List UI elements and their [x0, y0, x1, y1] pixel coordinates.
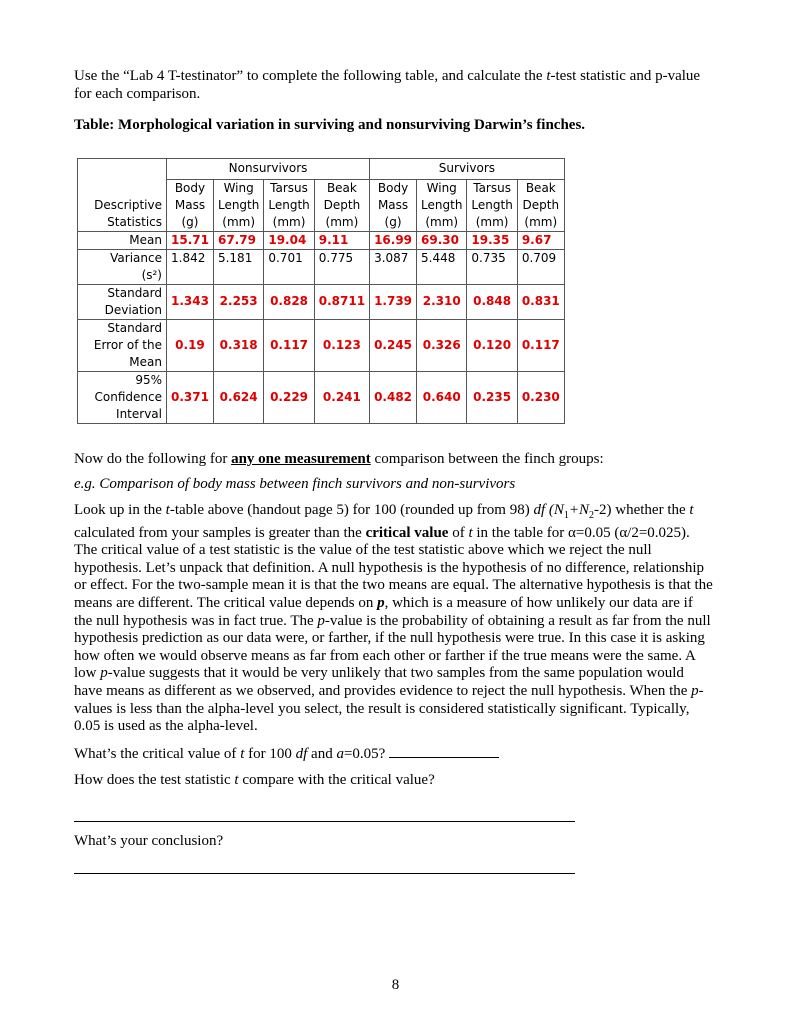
table-row: [78, 231, 565, 249]
table-cell[interactable]: 3.087: [370, 249, 417, 284]
table-cell[interactable]: 0.640: [417, 371, 467, 423]
page-number: 8: [391, 977, 400, 993]
table-cell[interactable]: 19.35: [467, 231, 517, 249]
table-cell[interactable]: 67.79: [213, 231, 263, 249]
table-row: [78, 371, 565, 423]
column-header: Tarsus Length (mm): [467, 179, 517, 231]
row-label: Standard Deviation: [78, 284, 167, 319]
answer-line-conclusion[interactable]: [74, 872, 575, 874]
table-cell[interactable]: 0.775: [314, 249, 369, 284]
table-title: Table: Morphological variation in surviving and nonsurviving Darwin’s finches.: [74, 117, 586, 134]
stat-header-cell: Descriptive Statistics: [78, 158, 167, 231]
table-cell[interactable]: 0.624: [213, 371, 263, 423]
group-nonsurvivors: Nonsurvivors: [167, 158, 370, 179]
table-cell[interactable]: 0.229: [264, 371, 314, 423]
group-survivors: Survivors: [370, 158, 565, 179]
table-cell[interactable]: 19.04: [264, 231, 314, 249]
table-cell[interactable]: 0.709: [517, 249, 564, 284]
table-row: [78, 284, 565, 319]
question-critical-value: What’s the critical value of t for 100 df and a=0.05?: [74, 745, 714, 764]
row-label: Mean: [78, 231, 167, 249]
table-cell[interactable]: 0.326: [417, 319, 467, 371]
table-cell[interactable]: 9.67: [517, 231, 564, 249]
instruction-text: Now do the following for any one measurement comparison between the finch groups:: [74, 450, 604, 467]
column-header: Tarsus Length (mm): [264, 179, 314, 231]
table-cell[interactable]: 0.117: [264, 319, 314, 371]
table-cell[interactable]: 2.253: [213, 284, 263, 319]
table-cell[interactable]: 1.739: [370, 284, 417, 319]
column-header: Body Mass (g): [370, 179, 417, 231]
table-cell[interactable]: 0.123: [314, 319, 369, 371]
finch-table: [77, 158, 565, 424]
table-cell[interactable]: 0.371: [167, 371, 214, 423]
table-cell[interactable]: 0.241: [314, 371, 369, 423]
table-cell[interactable]: 1.842: [167, 249, 214, 284]
table-cell[interactable]: 0.828: [264, 284, 314, 319]
row-label: Standard Error of the Mean: [78, 319, 167, 371]
table-cell[interactable]: 2.310: [417, 284, 467, 319]
body-paragraph: Look up in the t-table above (handout page 5) for 100 (rounded up from 98) df $(N_1+N_2-2)$ whether the t calculated from your samples is greater than the critical value of t in the table for α=0.05 (α/2=0.025). The critical value of a test statistic is the value of the test statistic above which we reject the null hypothesis. Let’s unpack that definition. A null hypothesis is the hypothesis of no difference, relationship or effect. For the two-sample mean it is that the two means are equal. The alternative hypothesis is that the means are different. The critical value depends on p, which is a measure of how unlikely our data are if the null hypothesis was in fact true. The p-value is the probability of obtaining a result as far from the null hypothesis prediction as our data were, or farther, if the null hypothesis were true. In this case it is asking how often we would observe means as far from each other or farther if the true means were the same. A low p-value suggests that it would be very unlikely that two samples from the same population would have means as different as we observed, and provides evidence to reject the null hypothesis. When the p-values is less than the alpha-level you select, the result is considered statistically significant. Typically, 0.05 is used as the alpha-level.: [74, 501, 713, 735]
table-cell[interactable]: 9.11: [314, 231, 369, 249]
row-label: Variance (s²): [78, 249, 167, 284]
table-cell[interactable]: 0.19: [167, 319, 214, 371]
table-row: [78, 319, 565, 371]
table-cell[interactable]: 15.71: [167, 231, 214, 249]
table-cell[interactable]: 1.343: [167, 284, 214, 319]
column-header: Beak Depth (mm): [314, 179, 369, 231]
document-page: [74, 68, 714, 874]
answer-blank-critical-value[interactable]: [389, 745, 499, 758]
row-label: 95% Confidence Interval: [78, 371, 167, 423]
question-compare: How does the test statistic t compare with the critical value?: [74, 772, 435, 789]
table-cell[interactable]: 0.245: [370, 319, 417, 371]
table-cell[interactable]: 0.848: [467, 284, 517, 319]
table-cell[interactable]: 0.701: [264, 249, 314, 284]
table-cell[interactable]: 0.235: [467, 371, 517, 423]
table-cell[interactable]: 0.8711: [314, 284, 369, 319]
table-cell[interactable]: 0.117: [517, 319, 564, 371]
group-header-row: [78, 158, 565, 179]
table-cell[interactable]: 16.99: [370, 231, 417, 249]
table-row: [78, 249, 565, 284]
column-header: Wing Length (mm): [417, 179, 467, 231]
answer-line-compare[interactable]: [74, 820, 575, 822]
table-cell[interactable]: 5.448: [417, 249, 467, 284]
table-cell[interactable]: 0.735: [467, 249, 517, 284]
table-cell[interactable]: 0.120: [467, 319, 517, 371]
example-text: e.g. Comparison of body mass between finch survivors and non-survivors: [74, 476, 516, 493]
question-conclusion: What’s your conclusion?: [74, 832, 224, 849]
table-cell[interactable]: 69.30: [417, 231, 467, 249]
table-cell[interactable]: 0.230: [517, 371, 564, 423]
table-cell[interactable]: 0.318: [213, 319, 263, 371]
intro-text: Use the “Lab 4 T-testinator” to complete the following table, and calculate the t-test statistic and p-value for each comparison.: [74, 68, 701, 102]
table-cell[interactable]: 5.181: [213, 249, 263, 284]
table-cell[interactable]: 0.482: [370, 371, 417, 423]
column-header: Body Mass (g): [167, 179, 214, 231]
table-cell[interactable]: 0.831: [517, 284, 564, 319]
column-header: Beak Depth (mm): [517, 179, 564, 231]
column-header: Wing Length (mm): [213, 179, 263, 231]
